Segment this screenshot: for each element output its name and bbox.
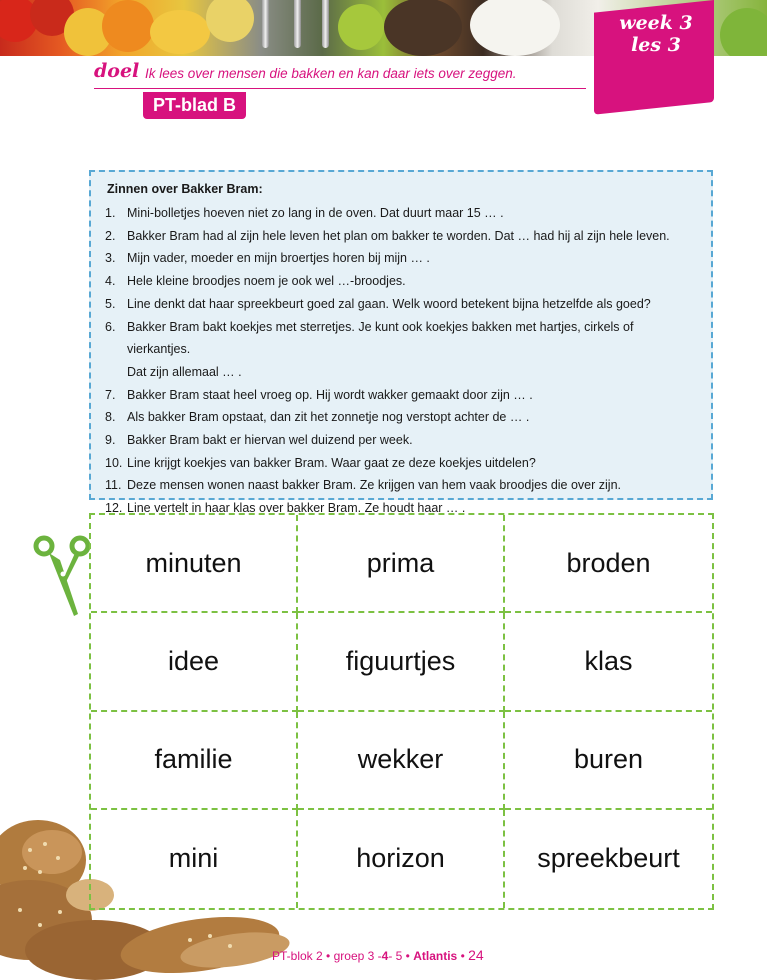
sentences-box xyxy=(89,170,713,516)
sentences-list xyxy=(105,202,697,520)
sentence-text: Hele kleine broodjes noem je ook wel …-broodjes. xyxy=(127,274,406,289)
sentence-number: 9. xyxy=(105,433,116,448)
sentence-number: 3. xyxy=(105,251,116,266)
word-card[interactable]: spreekbeurt xyxy=(537,843,680,874)
word-cards-grid xyxy=(89,513,714,910)
sheet-tag: PT-blad B xyxy=(143,92,246,119)
sentence-text: Bakker Bram bakt er hiervan wel duizend per week. xyxy=(127,433,413,448)
word-card[interactable]: wekker xyxy=(298,712,505,810)
sentence-number xyxy=(105,361,127,384)
sentences-title: Zinnen over Bakker Bram: xyxy=(107,182,263,196)
week-number: week 3 xyxy=(619,12,693,34)
sentence-item xyxy=(105,247,697,270)
sentence-number: 6. xyxy=(105,319,116,334)
sentence-number: 12. xyxy=(105,501,123,516)
sentence-text: Bakker Bram staat heel vroeg op. Hij wordt wakker gemaakt door zijn … . xyxy=(127,387,533,402)
sentence-number: 1. xyxy=(105,206,116,220)
sentence-text: Line krijgt koekjes van bakker Bram. Waar gaat ze deze koekjes uitdelen? xyxy=(127,455,536,470)
sentence-item xyxy=(105,474,697,497)
sentence-number: 5. xyxy=(105,296,116,311)
word-card[interactable]: prima xyxy=(298,515,505,613)
sentence-number: 10. xyxy=(105,455,123,470)
word-card[interactable]: mini xyxy=(91,810,298,908)
sentence-text: Bakker Bram had al zijn hele leven het plan om bakker te worden. Dat … had hij al zijn hele leven. xyxy=(127,228,670,243)
footer-group-prefix: groep 3 - xyxy=(333,949,382,963)
footer-block: PT-blok 2 xyxy=(272,949,323,963)
word-card[interactable]: horizon xyxy=(298,810,505,908)
sentence-item xyxy=(105,202,697,225)
footer-brand: Atlantis xyxy=(413,949,458,963)
footer-separator: • xyxy=(460,949,465,963)
sentence-item xyxy=(105,406,697,429)
sentence-number: 4. xyxy=(105,274,116,289)
sentence-text: Als bakker Bram opstaat, dan zit het zonnetje nog verstopt achter de … . xyxy=(127,410,530,425)
page-footer xyxy=(272,947,484,963)
sentence-item xyxy=(105,429,697,452)
sentence-item xyxy=(105,316,697,361)
sentence-item xyxy=(105,384,697,407)
sentence-number: 7. xyxy=(105,387,116,402)
footer-separator: • xyxy=(326,949,331,963)
footer-separator: • xyxy=(405,949,410,963)
sentence-item xyxy=(105,225,697,248)
sentence-item xyxy=(105,270,697,293)
sentence-item xyxy=(105,452,697,475)
lesson-number: les 3 xyxy=(631,34,681,56)
sentence-text: Deze mensen wonen naast bakker Bram. Ze krijgen van hem vaak broodjes die over zijn. xyxy=(127,478,622,493)
word-card[interactable]: broden xyxy=(505,515,712,613)
word-card[interactable]: klas xyxy=(505,613,712,711)
sentence-text: Bakker Bram bakt koekjes met sterretjes. Je kunt ook koekjes bakken met hartjes, cirkels of vierkantjes. xyxy=(127,319,634,357)
footer-group-current: 4 xyxy=(381,949,389,963)
footer-group-suffix: - 5 xyxy=(388,949,403,963)
sentence-text: Mijn vader, moeder en mijn broertjes horen bij mijn … . xyxy=(127,251,430,266)
sentence-item-continued xyxy=(105,361,697,384)
scissors-icon xyxy=(32,534,94,620)
sentence-text: Mini-bolletjes hoeven niet zo lang in de oven. Dat duurt maar 15 … . xyxy=(127,206,504,220)
word-card[interactable]: buren xyxy=(505,712,712,810)
page-number: 24 xyxy=(468,947,484,963)
sentence-number: 8. xyxy=(105,410,116,425)
word-card[interactable]: minuten xyxy=(91,515,298,613)
goal-divider xyxy=(94,88,586,89)
week-label xyxy=(604,12,708,56)
sentence-text: Line denkt dat haar spreekbeurt goed zal gaan. Welk woord betekent bijna hetzelfde als goed? xyxy=(127,296,651,311)
goal-label: doel xyxy=(94,60,140,82)
word-card[interactable]: idee xyxy=(91,613,298,711)
goal-text: Ik lees over mensen die bakken en kan daar iets over zeggen. xyxy=(145,66,517,81)
sentence-text: Line vertelt in haar klas over bakker Bram. Ze houdt haar … . xyxy=(127,501,466,516)
sentence-number: 11. xyxy=(105,478,122,493)
word-card[interactable]: figuurtjes xyxy=(298,613,505,711)
sentence-item xyxy=(105,293,697,316)
sentence-number: 2. xyxy=(105,228,116,243)
word-card[interactable]: familie xyxy=(91,712,298,810)
sentence-text: Dat zijn allemaal … . xyxy=(127,364,242,379)
